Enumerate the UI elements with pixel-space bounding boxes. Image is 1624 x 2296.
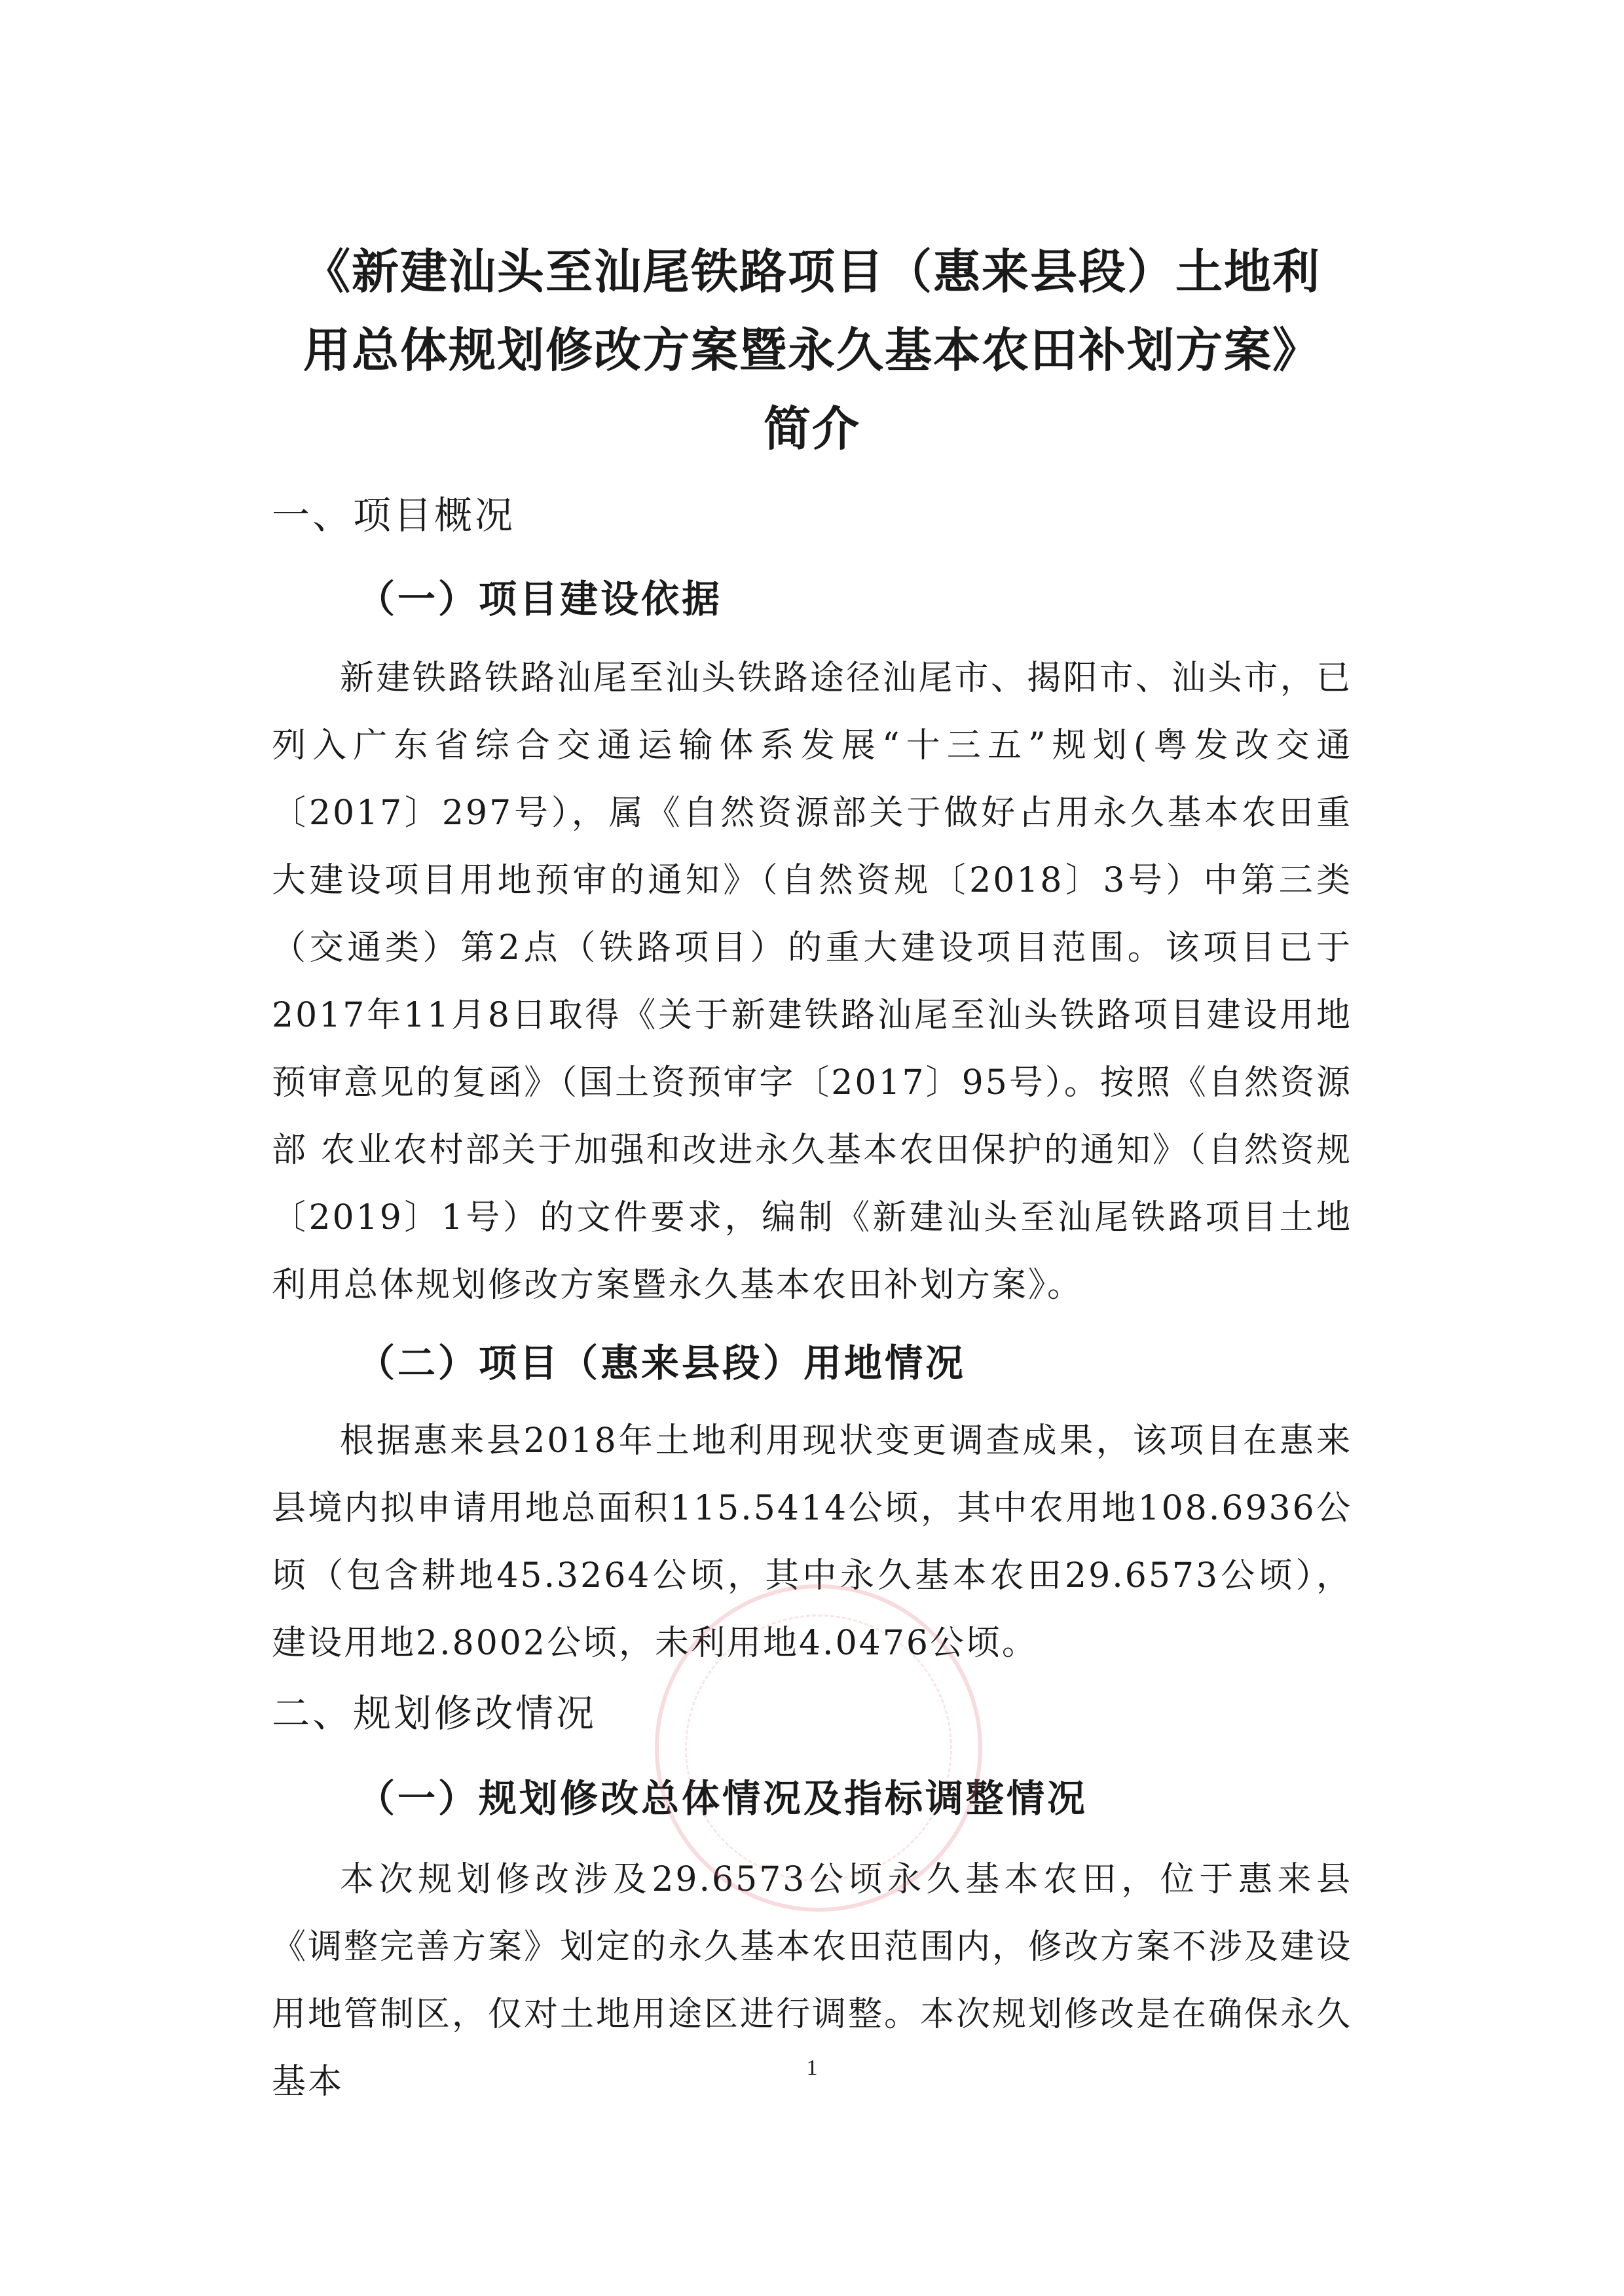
section-1-1-heading: （一）项目建设依据 [357,577,723,621]
section-1-2-paragraph: 根据惠来县2018年土地利用现状变更调查成果，该项目在惠来县境内拟申请用地总面积115.5414公顷，其中农用地108.6936公顷（包含耕地45.3264公顷，其中永久基本农田29.6573公顷），建设用地2.8002公顷，未利用地4.0476公顷。 [272,1421,1352,1663]
section-2-heading: 二、规划修改情况 [272,1691,597,1736]
section-2-1-heading: （一）规划修改总体情况及指标调整情况 [357,1776,1088,1821]
seal-inner-ring [685,1614,952,1882]
title-line-2: 用总体规划修改方案暨永久基本农田补划方案》 [303,323,1321,378]
document-title [249,232,1375,468]
title-line-3: 简介 [763,401,860,456]
faded-seal-stamp [655,1584,982,1912]
title-line-1: 《新建汕头至汕尾铁路项目（惠来县段）土地利 [303,244,1321,299]
page-number: 1 [806,2056,818,2080]
section-1-1-paragraph: 新建铁路铁路汕尾至汕头铁路途径汕尾市、揭阳市、汕头市，已列入广东省综合交通运输体系发展“十三五”规划(粤发改交通〔2017〕297号），属《自然资源部关于做好占用永久基本农田重大建设项目用地预审的通知》（自然资规〔2018〕3号）中第三类（交通类）第2点（铁路项目）的重大建设项目范围。该项目已于2017年11月8日取得《关于新建铁路汕尾至汕头铁路项目建设用地预审意见的复函》（国土资预审字〔2017〕95号）。按照《自然资源部 农业农村部关于加强和改进永久基本农田保护的通知》（自然资规〔2019〕1号）的文件要求，编制《新建汕头至汕尾铁路项目土地利用总体规划修改方案暨永久基本农田补划方案》。 [272,659,1352,1305]
section-1-heading: 一、项目概况 [272,493,516,538]
section-2-1-paragraph: 本次规划修改涉及29.6573公顷永久基本农田，位于惠来县《调整完善方案》划定的永久基本农田范围内，修改方案不涉及建设用地管制区，仅对土地用途区进行调整。本次规划修改是在确保永久基本 [272,1860,1353,2102]
section-1-2-heading: （二）项目（惠来县段）用地情况 [357,1341,967,1385]
